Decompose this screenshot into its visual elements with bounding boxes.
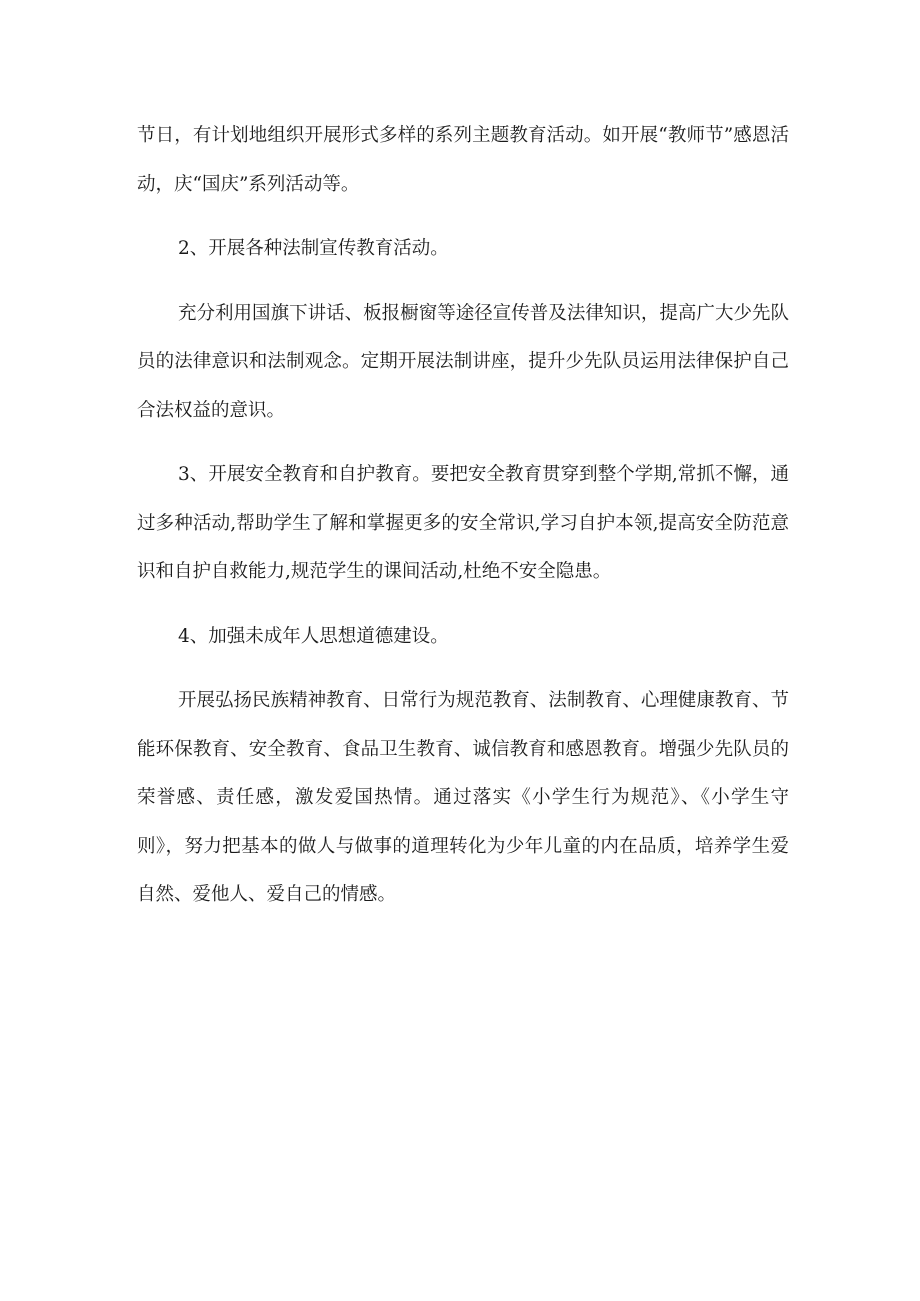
paragraph-continuation: 节日，有计划地组织开展形式多样的系列主题教育活动。如开展“教师节”感恩活动，庆“国庆”系列活动等。 [137, 125, 789, 195]
section-heading-4: 4、加强未成年人思想道德建设。 [178, 625, 449, 647]
document-body [137, 112, 789, 920]
section-safety-education: 3、开展安全教育和自护教育。要把安全教育贯穿到整个学期,常抓不懈，通过多种活动,帮助学生了解和掌握更多的安全常识,学习自护本领,提高安全防范意识和自护自救能力,规范学生的课间活动,杜绝不安全隐患。 [137, 464, 789, 582]
paragraph-moral-education: 开展弘扬民族精神教育、日常行为规范教育、法制教育、心理健康教育、节能环保教育、安全教育、食品卫生教育、诚信教育和感恩教育。增强少先队员的荣誉感、责任感，激发爱国热情。通过落实《小学生行为规范》、《小学生守则》，努力把基本的做人与做事的道理转化为少年儿童的内在品质，培养学生爱自然、爱他人、爱自己的情感。 [137, 690, 789, 905]
paragraph-legal-education: 充分利用国旗下讲话、板报橱窗等途径宣传普及法律知识，提高广大少先队员的法律意识和法制观念。定期开展法制讲座，提升少先队员运用法律保护自己合法权益的意识。 [137, 302, 789, 421]
section-heading-2: 2、开展各种法制宣传教育活动。 [178, 238, 449, 259]
